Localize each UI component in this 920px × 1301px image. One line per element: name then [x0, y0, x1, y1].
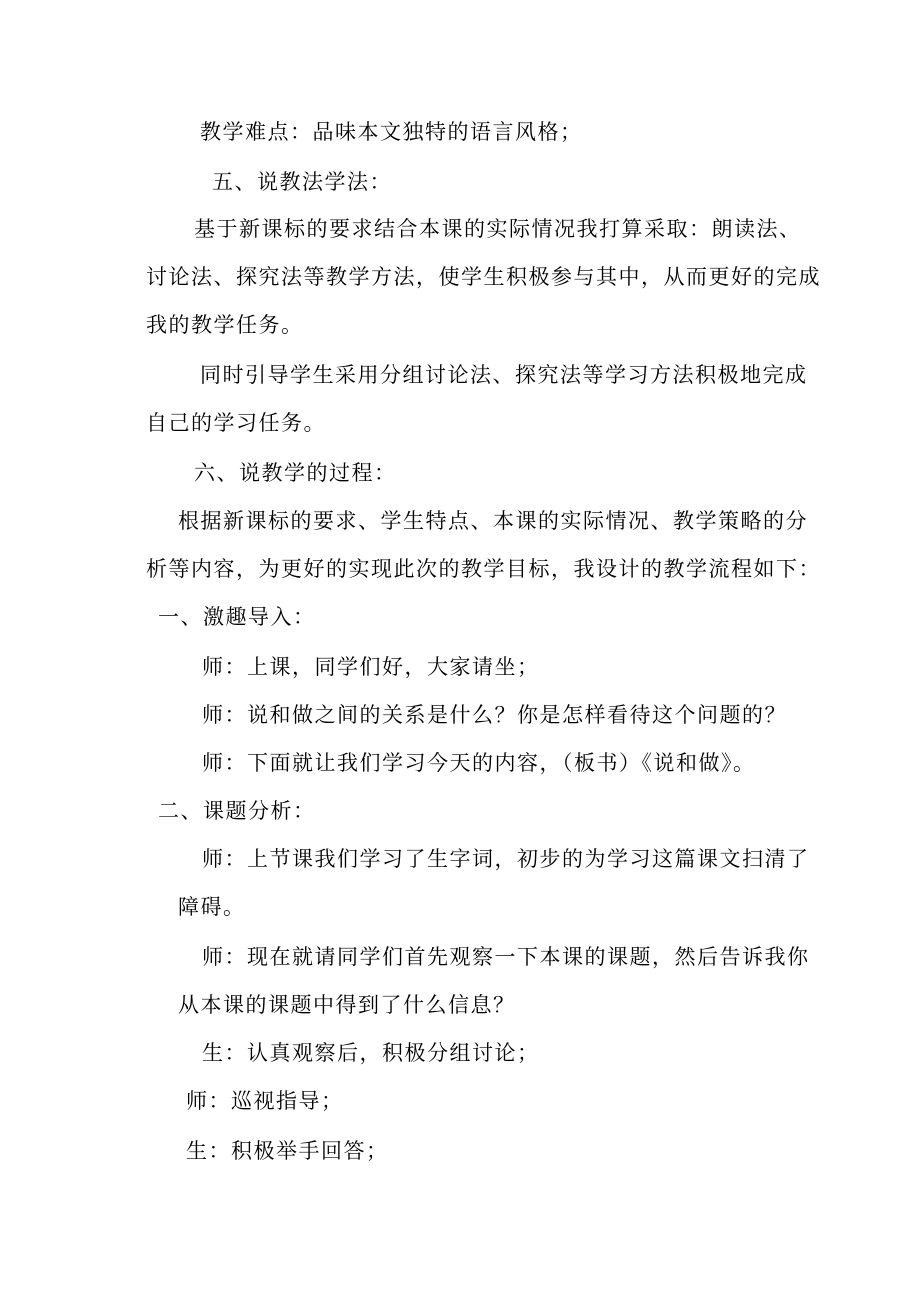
dialogue-line: 师：上节课我们学习了生字词，初步的为学习这篇课文扫清了: [202, 847, 810, 871]
section-heading: 六、说教学的过程：: [194, 461, 397, 485]
dialogue-line: 师：上课，同学们好，大家请坐；: [202, 655, 540, 679]
dialogue-line: 生：认真观察后，积极分组讨论；: [202, 1041, 540, 1065]
dialogue-line: 师：现在就请同学们首先观察一下本课的课题，然后告诉我你: [202, 945, 810, 969]
dialogue-line: 师：说和做之间的关系是什么？你是怎样看待这个问题的？: [202, 703, 787, 727]
text-line: 同时引导学生采用分组讨论法、探究法等学习方法积极地完成: [200, 363, 808, 387]
text-line: 自己的学习任务。: [146, 411, 326, 435]
text-line: 基于新课标的要求结合本课的实际情况我打算采取：朗读法、: [194, 217, 802, 241]
subsection-heading: 一、激趣导入：: [158, 605, 316, 629]
subsection-heading: 二、课题分析：: [158, 799, 316, 823]
section-heading: 五、说教法学法：: [212, 170, 392, 194]
text-line: 我的教学任务。: [146, 313, 304, 337]
dialogue-line: 师：巡视指导；: [186, 1089, 344, 1113]
dialogue-line: 障碍。: [178, 895, 246, 919]
text-line: 教学难点：品味本文独特的语言风格；: [200, 120, 583, 144]
text-line: 析等内容，为更好的实现此次的教学目标，我设计的教学流程如下：: [146, 557, 821, 581]
text-line: 根据新课标的要求、学生特点、本课的实际情况、教学策略的分: [178, 509, 808, 533]
dialogue-line: 从本课的课题中得到了什么信息？: [178, 993, 516, 1017]
dialogue-line: 师：下面就让我们学习今天的内容，（板书）《说和做》。: [202, 751, 756, 775]
text-line: 讨论法、探究法等教学方法，使学生积极参与其中，从而更好的完成: [146, 265, 821, 289]
dialogue-line: 生：积极举手回答；: [186, 1139, 389, 1163]
